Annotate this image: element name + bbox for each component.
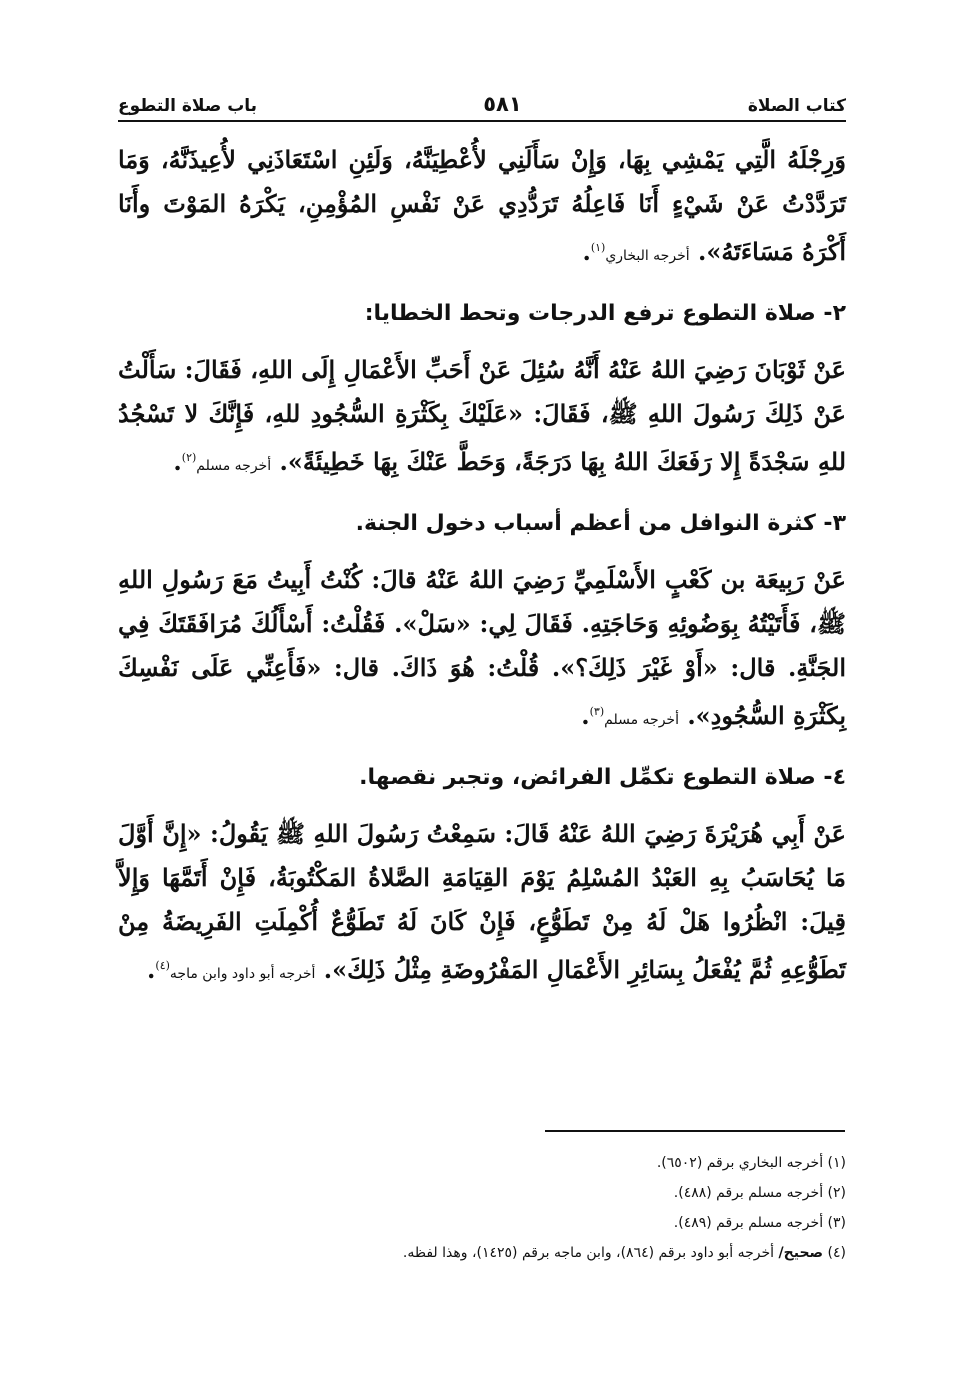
footnote-4-grade: صحيح/ — [778, 1245, 824, 1261]
paragraph-1: وَرِجْلَهُ الَّتِي يَمْشِي بِهَا، وَإِنْ سَأَلَنِي لأُعْطِيَنَّهُ، وَلَئِنِ اسْتَعَاذَنِي لأُعِيذَنَّهُ، وَمَا تَرَدَّدْتُ عَنْ شَيْءٍ أَنَا فَاعِلُهُ تَرَدُّدِي عَنْ نَفْسِ المُؤْمِنِ، يَكْرَهُ المَوْتَ وأَنَا أَكْرَهُ مَسَاءَتَهُ». أخرجه البخاري$^{(١)}$. — [118, 145, 846, 266]
footnote-4 — [118, 1238, 846, 1268]
hadith-text-3: عَنْ رَبِيعَة بن كَعْبٍ الأَسْلَمِيِّ رَضِيَ اللهُ عَنْهُ قالَ: كُنْتُ أَبِيتُ مَعَ رَسُولِ اللهِ ﷺ، فَأَتَيْتُهُ بِوَضُوئِهِ وَحَاجَتِهِ. فَقَالَ لِي: «سَلْ». فَقُلْتُ: أَسْأَلُكَ مُرَافَقَتَكَ فِي الجَنَّةِ. قال: «أَوْ غَيْرَ ذَلِكَ؟». قُلْتُ: هُوَ ذَاكَ. قال: «فَأَعِنِّي عَلَى نَفْسِكَ بِكَثْرَةِ السُّجُودِ». — [118, 565, 846, 730]
footnote-2: (٢) أخرجه مسلم برقم (٤٨٨). — [673, 1185, 846, 1201]
footnotes — [118, 1148, 846, 1268]
page-header — [118, 80, 846, 116]
section-heading-2: ٢- صلاة التطوع ترفع الدرجات وتحط الخطايا: — [364, 301, 846, 326]
footnote-ref-4[interactable]: (٤) — [155, 959, 170, 972]
footnote-ref-2[interactable]: (٢) — [181, 451, 197, 464]
footnote-divider — [545, 1130, 845, 1132]
citation-2: أخرجه مسلم — [196, 458, 272, 474]
page-body — [118, 138, 846, 1012]
footnote-1: (١) أخرجه البخاري برقم (٦٥٠٢). — [656, 1155, 846, 1171]
citation-3: أخرجه مسلم — [604, 712, 679, 728]
paragraph-3: عَنْ رَبِيعَة بن كَعْبٍ الأَسْلَمِيِّ رَضِيَ اللهُ عَنْهُ قالَ: كُنْتُ أَبِيتُ مَعَ رَسُولِ اللهِ ﷺ، فَأَتَيْتُهُ بِوَضُوئِهِ وَحَاجَتِهِ. فَقَالَ لِي: «سَلْ». فَقُلْتُ: أَسْأَلُكَ مُرَافَقَتَكَ فِي الجَنَّةِ. قال: «أَوْ غَيْرَ ذَلِكَ؟». قُلْتُ: هُوَ ذَاكَ. قال: «فَأَعِنِّي عَلَى نَفْسِكَ بِكَثْرَةِ السُّجُودِ». أخرجه مسلم$^{(٣)}$. — [118, 565, 846, 730]
hadith-text-2: عَنْ ثَوْبَانَ رَضِيَ اللهُ عَنْهُ أَنَّهُ سُئِلَ عَنْ أَحَبِّ الأَعْمَالِ إِلَى اللهِ، فَقَالَ: سَأَلْتُ عَنْ ذَلِكَ رَسُولَ اللهِ ﷺ، فَقَالَ: «عَلَيْكَ بِكَثْرَةِ السُّجُودِ للهِ، فَإِنَّكَ لا تَسْجُدُ للهِ سَجْدَةً إِلا رَفَعَكَ اللهُ بِهَا دَرَجَةً، وَحَطَّ عَنْكَ بِهَا خَطِيئَةً». — [118, 355, 846, 476]
header-book-title: كتاب الصلاة — [747, 96, 846, 116]
footnote-3: (٣) أخرجه مسلم برقم (٤٨٩). — [673, 1215, 846, 1231]
footnote-4-number: (٤) — [827, 1245, 846, 1261]
paragraph-2: عَنْ ثَوْبَانَ رَضِيَ اللهُ عَنْهُ أَنَّهُ سُئِلَ عَنْ أَحَبِّ الأَعْمَالِ إِلَى اللهِ، فَقَالَ: سَأَلْتُ عَنْ ذَلِكَ رَسُولَ اللهِ ﷺ، فَقَالَ: «عَلَيْكَ بِكَثْرَةِ السُّجُودِ للهِ، فَإِنَّكَ لا تَسْجُدُ للهِ سَجْدَةً إِلا رَفَعَكَ اللهُ بِهَا دَرَجَةً، وَحَطَّ عَنْكَ بِهَا خَطِيئَةً». أخرجه مسلم$^{(٢)}$. — [118, 355, 846, 476]
citation-1: أخرجه البخاري — [605, 248, 690, 264]
section-heading-3: ٣- كثرة النوافل من أعظم أسباب دخول الجنة. — [355, 511, 846, 536]
footnote-ref-3[interactable]: (٣) — [589, 705, 605, 718]
footnote-4-text: أخرجه أبو داود برقم (٨٦٤)، وابن ماجه برقم (١٤٢٥)، وهذا لفظه. — [402, 1245, 775, 1261]
section-heading-4: ٤- صلاة التطوع تكمِّل الفرائض، وتجبر نقصها. — [359, 765, 846, 790]
page-number: ٥٨١ — [483, 92, 522, 116]
header-divider — [118, 120, 846, 122]
hadith-text-1: وَرِجْلَهُ الَّتِي يَمْشِي بِهَا، وَإِنْ سَأَلَنِي لأُعْطِيَنَّهُ، وَلَئِنِ اسْتَعَاذَنِي لأُعِيذَنَّهُ، وَمَا تَرَدَّدْتُ عَنْ شَيْءٍ أَنَا فَاعِلُهُ تَرَدُّدِي عَنْ نَفْسِ المُؤْمِنِ، يَكْرَهُ المَوْتَ وأَنَا أَكْرَهُ مَسَاءَتَهُ». — [118, 145, 846, 266]
citation-4: أخرجه أبو داود وابن ماجه — [169, 966, 316, 982]
paragraph-4: عَنْ أَبِي هُرَيْرَةَ رَضِيَ اللهُ عَنْهُ قَالَ: سَمِعْتُ رَسُولَ اللهِ ﷺ يَقُولُ: «إِنَّ أَوَّلَ مَا يُحَاسَبُ بِهِ العَبْدُ المُسْلِمُ يَوْمَ القِيَامَةِ الصَّلاةُ المَكْتُوبَةُ، فَإِنْ أَتَمَّهَا وَإِلاَّ قِيلَ: انْظُرُوا هَلْ لَهُ مِنْ تَطَوُّعٍ، فَإِنْ كَانَ لَهُ تَطَوُّعٌ أُكْمِلَتِ الفَرِيضَةُ مِنْ تَطَوُّعِهِ ثُمَّ يُفْعَلُ بِسَائِرِ الأَعْمَالِ المَفْرُوضَةِ مِثْلُ ذَلِكَ». أخرجه أبو داود وابن ماجه$^{(٤)}$. — [118, 819, 846, 984]
hadith-text-4: عَنْ أَبِي هُرَيْرَةَ رَضِيَ اللهُ عَنْهُ قَالَ: سَمِعْتُ رَسُولَ اللهِ ﷺ يَقُولُ: «إِنَّ أَوَّلَ مَا يُحَاسَبُ بِهِ العَبْدُ المُسْلِمُ يَوْمَ القِيَامَةِ الصَّلاةُ المَكْتُوبَةُ، فَإِنْ أَتَمَّهَا وَإِلاَّ قِيلَ: انْظُرُوا هَلْ لَهُ مِنْ تَطَوُّعٍ، فَإِنْ كَانَ لَهُ تَطَوُّعٌ أُكْمِلَتِ الفَرِيضَةُ مِنْ تَطَوُّعِهِ ثُمَّ يُفْعَلُ بِسَائِرِ الأَعْمَالِ المَفْرُوضَةِ مِثْلُ ذَلِكَ». — [118, 819, 846, 984]
footnote-ref-1[interactable]: (١) — [590, 241, 606, 254]
header-chapter-title: باب صلاة التطوع — [118, 96, 258, 116]
